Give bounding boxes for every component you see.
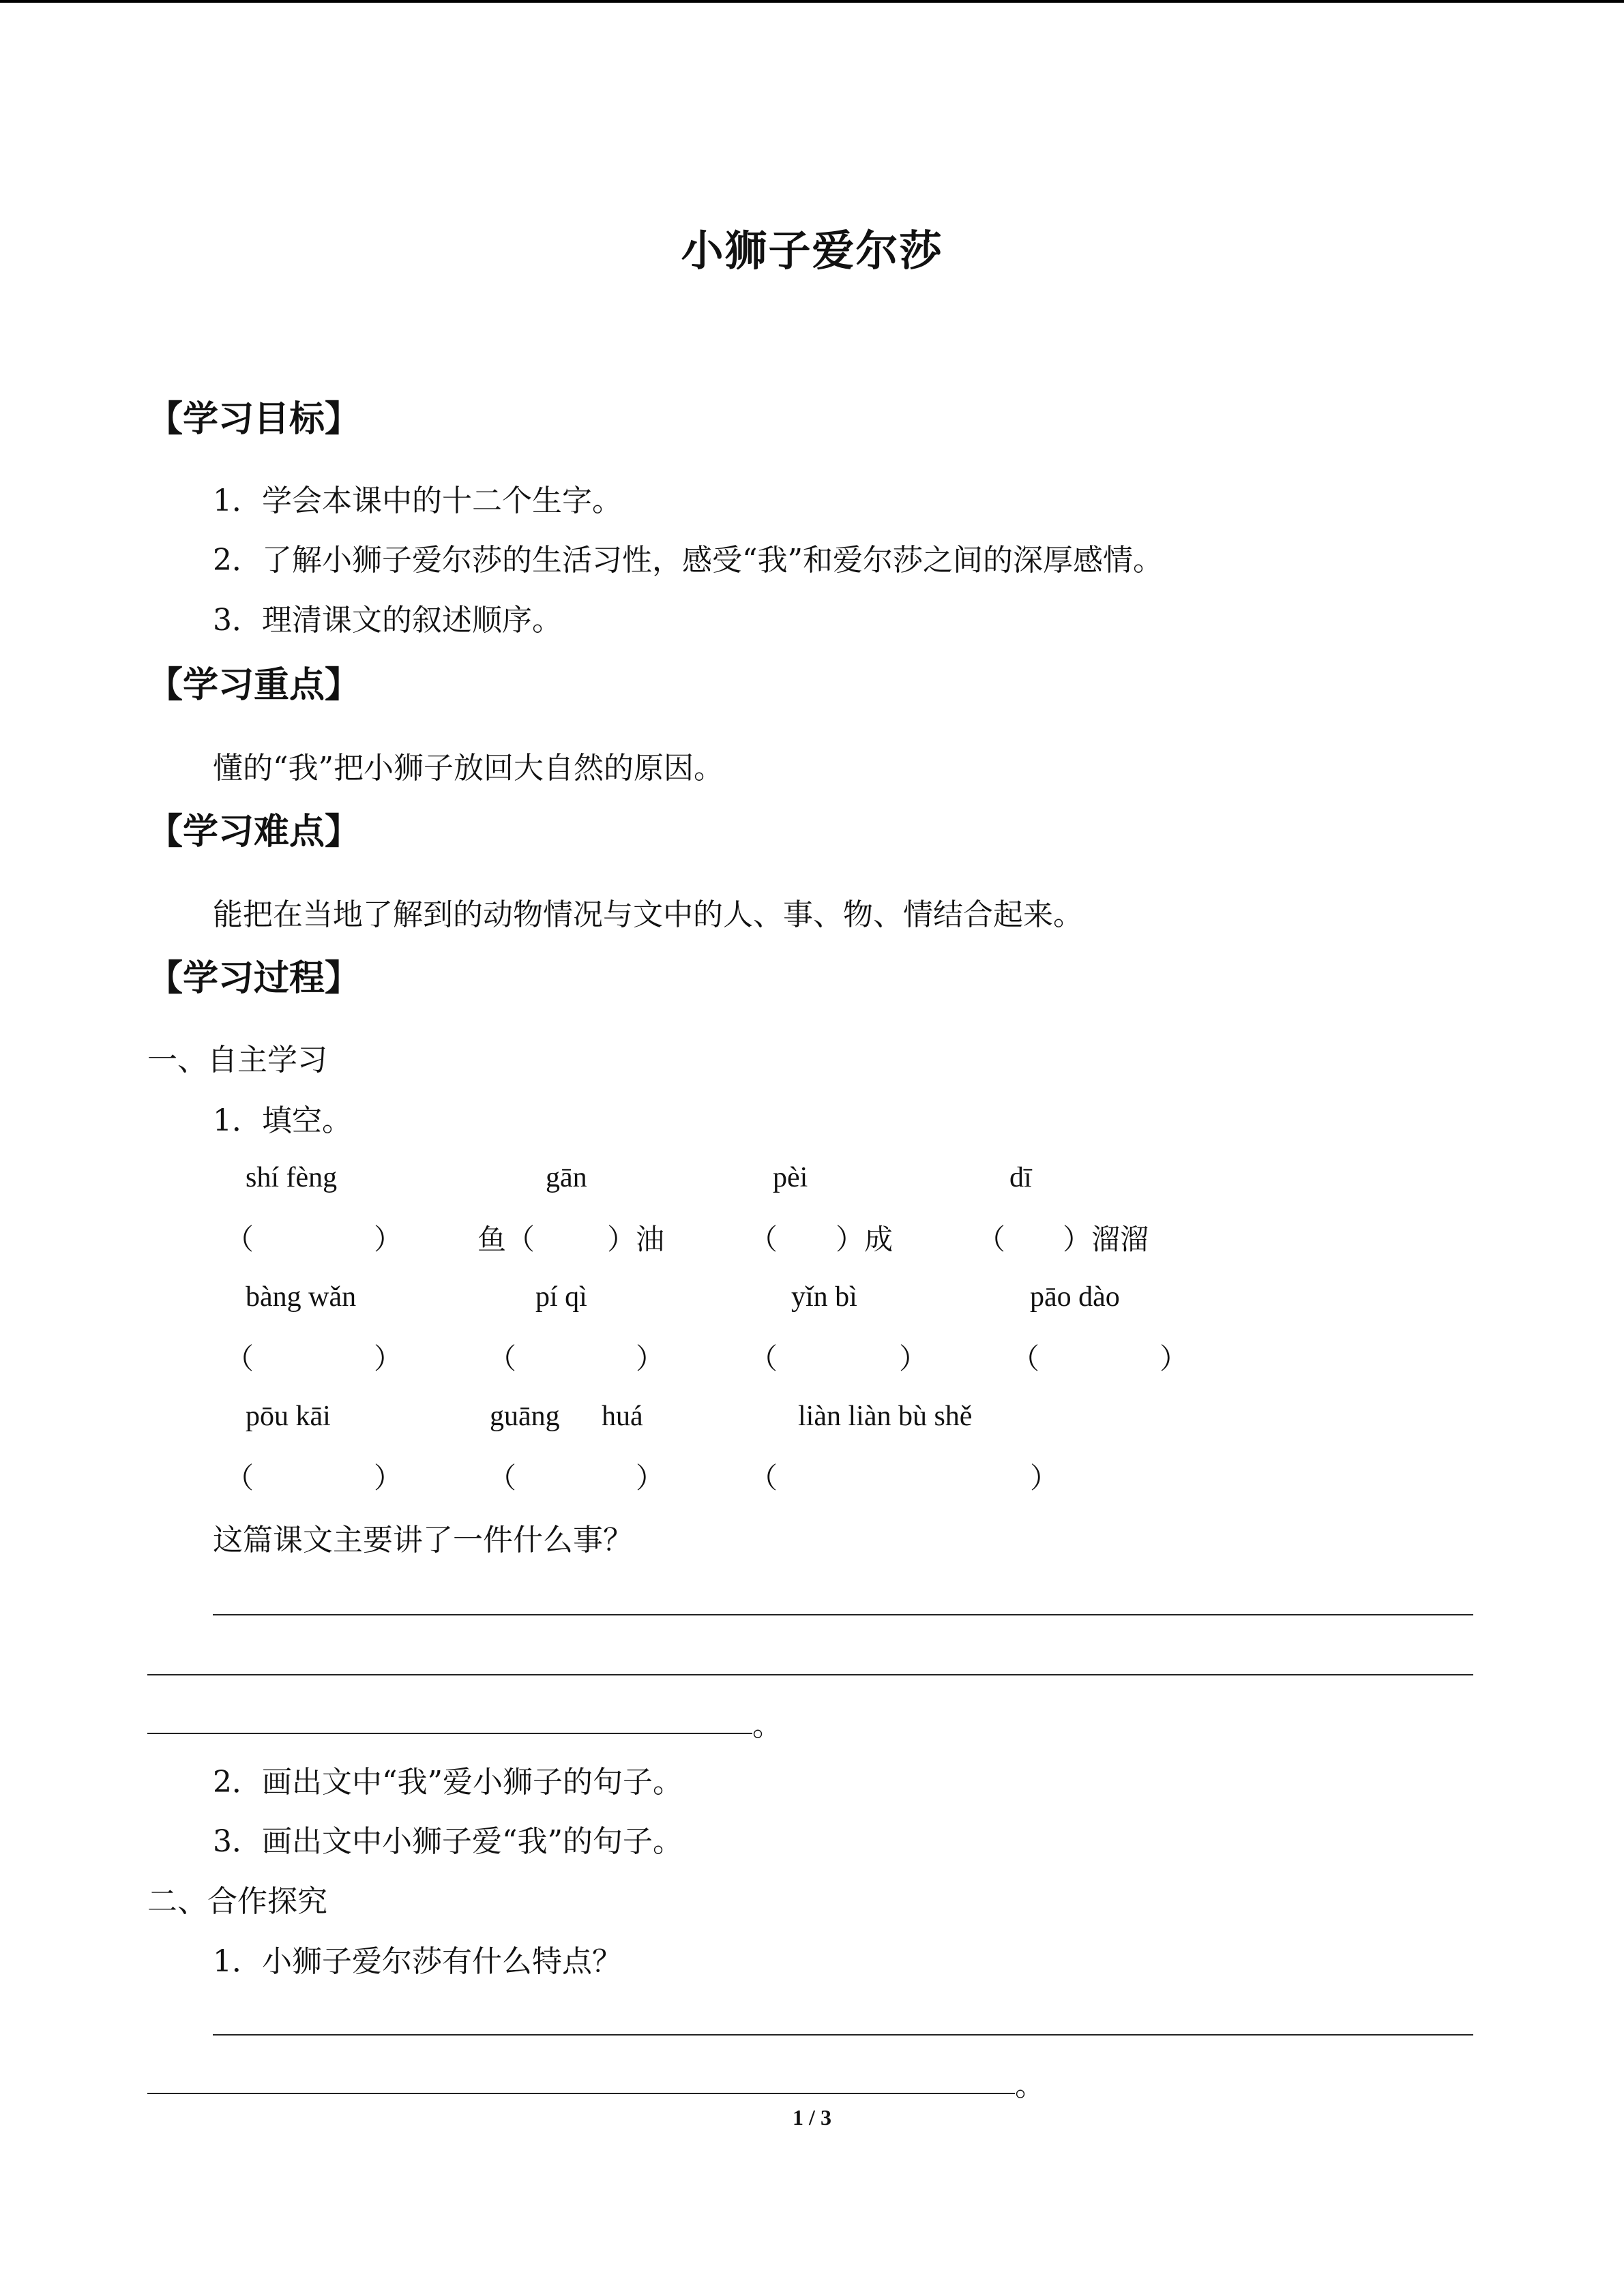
pinyin-di: dī [1009, 1162, 1032, 1193]
answer-line[interactable] [147, 1674, 1473, 1675]
goal-item-1: 1．学会本课中的十二个生字。 [213, 483, 622, 518]
page-title: 小狮子爱尔莎 [681, 226, 943, 275]
blank-open: （ [488, 1342, 517, 1375]
pinyin-gan: gān [546, 1162, 587, 1193]
blank-cheng-close: ）成 [836, 1223, 894, 1256]
blank-close: ） [1160, 1342, 1189, 1375]
answer-line[interactable] [147, 2093, 1015, 2094]
period-mark: 。 [752, 1708, 782, 1743]
pinyin-lianlianbushe: liàn liàn bù shě [798, 1401, 973, 1432]
page-top-border [0, 0, 1624, 3]
difficulties-heading: 【学习难点】 [147, 811, 361, 852]
part1-title: 一、自主学习 [147, 1043, 327, 1077]
key-points-heading: 【学习重点】 [147, 664, 361, 706]
key-points-text: 懂的“我”把小狮子放回大自然的原因。 [213, 751, 724, 786]
blank-close: ） [636, 1461, 665, 1495]
pinyin-piqi: pí qì [535, 1281, 587, 1313]
process-heading: 【学习过程】 [147, 957, 361, 999]
blank-close: ） [1030, 1461, 1059, 1495]
part2-q1: 1．小狮子爱尔莎有什么特点？ [213, 1944, 622, 1979]
blank-open: （ [749, 1461, 778, 1495]
pinyin-guang: guāng [490, 1401, 560, 1432]
part1-q3: 3．画出文中小狮子爱“我”的句子。 [213, 1824, 683, 1859]
part1-question: 这篇课文主要讲了一件什么事？ [213, 1523, 633, 1557]
blank-open: （ [225, 1342, 254, 1375]
blank-close: ） [374, 1461, 403, 1495]
difficulties-text: 能把在当地了解到的动物情况与文中的人、事、物、情结合起来。 [213, 897, 1083, 932]
blank-open: （ [1011, 1342, 1040, 1375]
answer-line[interactable] [213, 2034, 1473, 2036]
blank-open: （ [977, 1223, 1006, 1256]
goals-heading: 【学习目标】 [147, 398, 361, 440]
answer-line[interactable] [147, 1733, 752, 1734]
answer-line[interactable] [213, 1614, 1473, 1615]
period-mark: 。 [1015, 2068, 1045, 2103]
pinyin-yinbi: yǐn bì [791, 1281, 857, 1313]
goal-item-2: 2．了解小狮子爱尔莎的生活习性，感受“我”和爱尔莎之间的深厚感情。 [213, 543, 1163, 578]
blank-oil-close: ）油 [607, 1223, 665, 1256]
pinyin-poukai: pōu kāi [246, 1401, 331, 1432]
blank-open: （ [488, 1461, 517, 1495]
blank-fish-open: 鱼（ [477, 1223, 535, 1256]
pinyin-paodao: pāo dào [1030, 1281, 1120, 1313]
blank-liuliu-close: ）溜溜 [1063, 1223, 1149, 1256]
blank-close: ） [899, 1342, 928, 1375]
page-indicator: 1 / 3 [793, 2105, 831, 2130]
pinyin-hua: huá [602, 1401, 643, 1432]
goal-item-3: 3．理清课文的叙述顺序。 [213, 603, 562, 638]
blank-close: ） [636, 1342, 665, 1375]
part1-q1: 1．填空。 [213, 1103, 352, 1138]
blank-close: ） [374, 1342, 403, 1375]
pinyin-pei: pèi [773, 1162, 808, 1193]
part1-q2: 2．画出文中“我”爱小狮子的句子。 [213, 1765, 683, 1800]
pinyin-shifeng: shí fèng [246, 1162, 338, 1193]
part2-title: 二、合作探究 [147, 1884, 327, 1919]
blank-open: （ [749, 1342, 778, 1375]
pinyin-bangwan: bàng wǎn [246, 1281, 357, 1313]
blank-open: （ [749, 1223, 778, 1256]
blank-open: （ [225, 1223, 254, 1256]
blank-open: （ [225, 1461, 254, 1495]
blank-close: ） [374, 1223, 403, 1256]
